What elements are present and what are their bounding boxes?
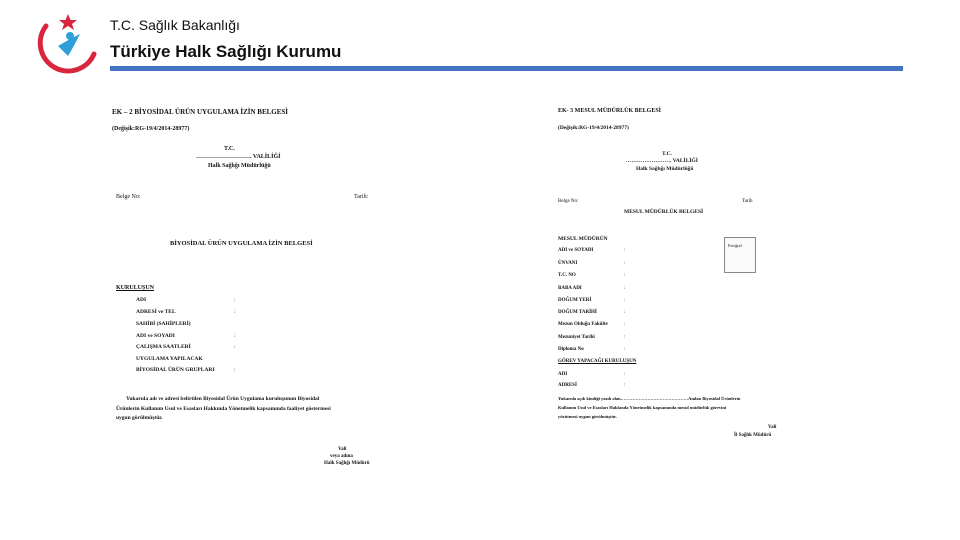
field-label: Mezuniyet Tarihi [558, 335, 595, 340]
field-colon: : [624, 298, 626, 303]
doc-mudurluk: Halk Sağlığı Müdürlüğü [208, 163, 271, 169]
doc-heading: BİYOSİDAL ÜRÜN UYGULAMA İZİN BELGESİ [170, 240, 313, 247]
field-label: ADI ve SOYADI [558, 248, 594, 253]
field-label: ADRESİ [558, 383, 577, 388]
field-colon: : [234, 367, 236, 373]
doc-belge-no: Belge No: [558, 199, 579, 204]
doc-body-line: yürütmesi uygun görülmüştür. [558, 414, 617, 419]
doc-body-line: Ürünlerin Kullanım Usul ve Esasları Hakkında Yönetmelik kapsamında faaliyet göstermesi [116, 406, 331, 412]
photo-label: Fotoğraf [728, 243, 742, 248]
field-colon: : [624, 248, 626, 253]
field-label: BİYOSİDAL ÜRÜN GRUPLARI [136, 367, 215, 373]
field-colon: : [624, 286, 626, 291]
field-label: Mezun Olduğu Fakülte [558, 322, 608, 327]
field-label: BABA ADI [558, 286, 582, 291]
doc-section: MESUL MÜDÜRÜN [558, 236, 608, 242]
field-label: DOĞUM TARİHİ [558, 310, 597, 315]
field-label: UYGULAMA YAPILACAK [136, 356, 203, 362]
doc-signature: Vali [338, 447, 347, 452]
photo-placeholder [724, 237, 756, 273]
doc-body-line: uygun görülmüştür. [116, 415, 163, 421]
field-colon: : [624, 335, 626, 340]
doc-valilik: ………………………. VALİLİĞİ [196, 154, 281, 160]
field-label: SAHİBİ (SAHİPLERİ) [136, 321, 191, 327]
field-colon: : [624, 310, 626, 315]
field-label: Diploma No [558, 347, 584, 352]
field-label: ADI [558, 372, 568, 377]
doc-amendment: (Değişik:RG-19/4/2014-28977) [558, 125, 629, 131]
field-colon: : [234, 309, 236, 315]
doc-tc: T.C. [224, 146, 235, 152]
doc-signature: Vali [768, 425, 777, 430]
doc-valilik: ……………………. VALİLİĞİ [626, 158, 698, 164]
ministry-name: T.C. Sağlık Bakanlığı [110, 17, 240, 33]
field-colon: : [624, 383, 626, 388]
doc-body-line: Kullanım Usul ve Esasları Hakkında Yönetmelik kapsamında mesul müdürlük görevini [558, 405, 727, 410]
field-colon: : [234, 344, 236, 350]
doc-tc: T.C. [662, 151, 672, 157]
doc-signature: veya adına [330, 454, 353, 459]
field-label: T.C. NO [558, 273, 576, 278]
doc-amendment: (Değişik:RG-19/4/2014-28977) [112, 126, 190, 132]
field-colon: : [624, 322, 626, 327]
field-colon: : [624, 347, 626, 352]
field-colon: : [624, 372, 626, 377]
doc-title: EK – 2 BİYOSİDAL ÜRÜN UYGULAMA İZİN BELGESİ [112, 108, 289, 116]
header-divider [110, 66, 903, 71]
field-label: ÇALIŞMA SAATLERİ [136, 344, 191, 350]
doc-belge-no: Belge No: [116, 194, 141, 200]
field-label: ADI ve SOYADI [136, 333, 175, 339]
doc-heading: MESUL MÜDÜRLÜK BELGESİ [624, 209, 704, 215]
doc-section: GÖREV YAPACAĞI KURULUŞUN [558, 359, 637, 364]
doc-body-line: Yukarıda açık kimliği yazılı olan………………………………………Anılan Biyosidal Ürünlerin [558, 396, 741, 401]
responsible-manager-document [554, 108, 794, 448]
doc-signature: Halk Sağlığı Müdürü [324, 461, 370, 466]
field-label: DOĞUM YERİ [558, 298, 592, 303]
doc-signature: İl Sağlık Müdürü [734, 433, 772, 438]
doc-body-line: Yukarıda adı ve adresi belirtilen Biyosidal Ürün Uygulama kuruluşunun Biyosidal [126, 396, 320, 402]
institution-name: Türkiye Halk Sağlığı Kurumu [110, 42, 342, 61]
field-label: ADI [136, 297, 147, 303]
doc-title: EK- 3 MESUL MÜDÜRLÜK BELGESİ [558, 108, 662, 114]
field-colon: : [234, 297, 236, 303]
field-label: ADRESİ ve TEL [136, 309, 176, 315]
doc-section: KURULUŞUN [116, 285, 155, 291]
field-label: ÜNVANI [558, 261, 578, 266]
ministry-logo-icon [34, 12, 102, 76]
field-colon: : [624, 273, 626, 278]
doc-mudurluk: Halk Sağlığı Müdürlüğü [636, 166, 694, 172]
field-colon: : [624, 261, 626, 266]
field-colon: : [234, 333, 236, 339]
doc-tarih: Tarih [742, 199, 753, 204]
permit-document [112, 108, 392, 488]
doc-tarih: Tarih: [354, 194, 369, 200]
